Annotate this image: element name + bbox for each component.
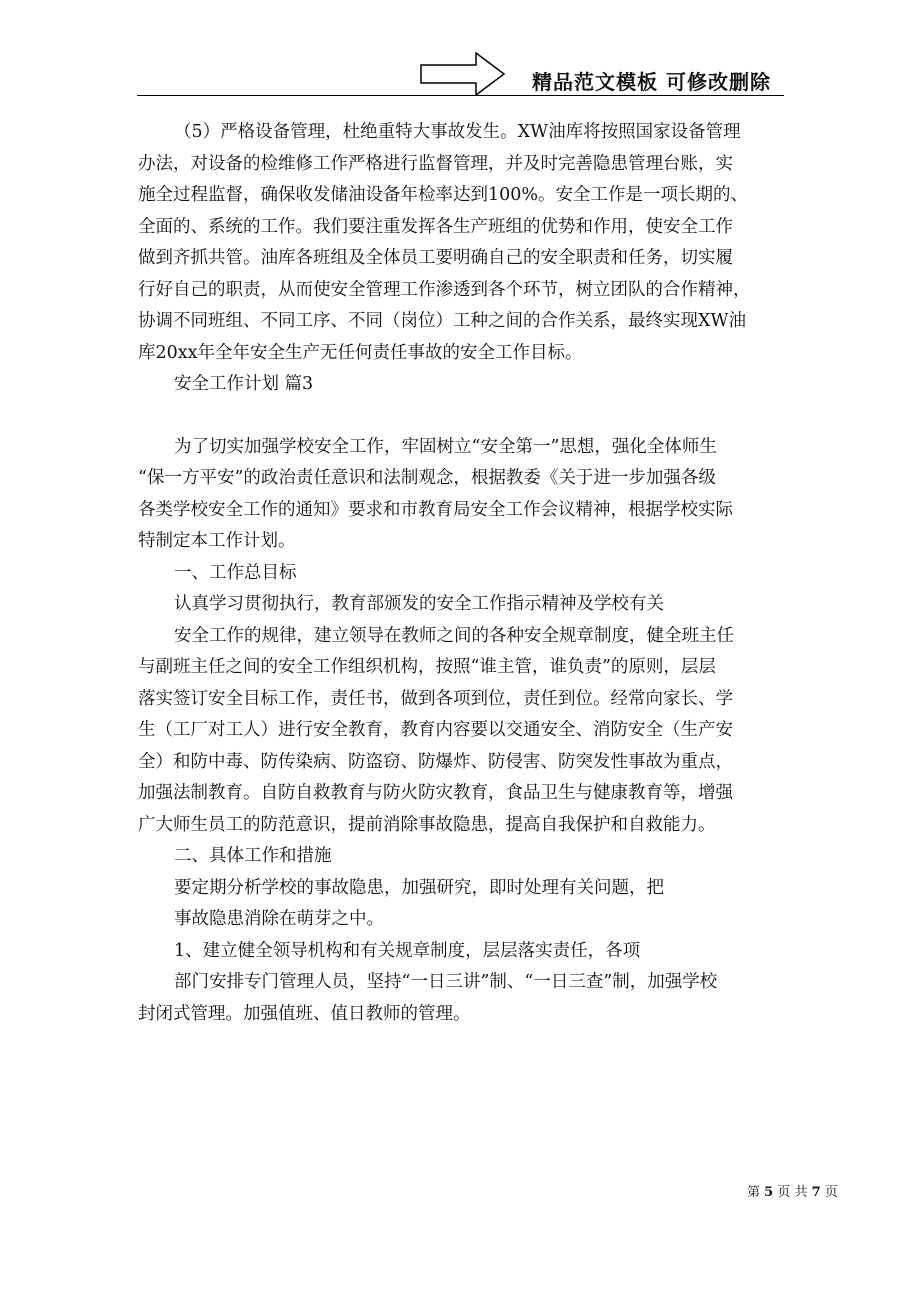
paragraph-line: 协调不同班组、不同工序、不同（岗位）工种之间的合作关系，最终实现XW油 [138,311,746,331]
blank-line [138,401,788,432]
current-page: 5 [764,1185,774,1200]
page-number-prefix: 第 [747,1185,761,1200]
paragraph-line: 部门安排专门管理人员，坚持“一日三讲”制、“一日三查”制，加强学校 [174,972,718,992]
page-number-suffix: 页 [824,1185,838,1200]
paragraph-line: 各类学校安全工作的通知》要求和市教育局安全工作会议精神，根据学校实际 [138,499,733,520]
paragraph-line: 1、建立健全领导机构和有关规章制度，层层落实责任，各项 [174,940,641,961]
paragraph-line: 广大师生员工的防范意识，提前消除事故隐患，提高自我保护和自救能力。 [138,814,716,835]
paragraph-line: 特制定本工作计划。 [138,531,296,551]
section-heading: 二、具体工作和措施 [174,846,332,866]
page-number-middle: 页 共 [777,1185,808,1200]
header-title: 精品范文模板 可修改删除 [532,70,771,94]
paragraph-line: 全面的、系统的工作。我们要注重发挥各生产班组的优势和作用，使安全工作 [138,216,733,237]
paragraph-line: 要定期分析学校的事故隐患，加强研究，即时处理有关问题，把 [174,877,664,898]
paragraph-line: “保一方平安”的政治责任意识和法制观念，根据教委《关于进一步加强各级 [138,468,716,488]
paragraph-line: 为了切实加强学校安全工作，牢固树立“安全第一”思想，强化全体师生 [174,436,717,457]
header-divider [137,95,784,96]
document-body [138,117,788,1030]
right-arrow-icon [420,52,506,96]
paragraph-line: 安全工作的规律，建立领导在教师之间的各种安全规章制度，健全班主任 [174,625,734,646]
total-pages: 7 [811,1185,821,1200]
paragraph-line: 生（工厂对工人）进行安全教育，教育内容要以交通安全、消防安全（生产安 [138,720,733,740]
paragraph-line: 办法，对设备的检维修工作严格进行监督管理，并及时完善隐患管理台账，实 [138,153,733,174]
paragraph-line: 加强法制教育。自防自救教育与防火防灾教育，食品卫生与健康教育等，增强 [138,783,733,803]
paragraph-line: 行好自己的职责，从而使安全管理工作渗透到各个环节，树立团队的合作精神， [138,279,751,300]
paragraph-line: （5）严格设备管理，杜绝重特大事故发生。XW油库将按照国家设备管理 [174,122,741,142]
paragraph-line: 做到齐抓共管。油库各班组及全体员工要明确自己的安全职责和任务，切实履 [138,248,733,268]
page-number [747,1181,838,1200]
page-header [0,0,920,100]
paragraph-line: 事故隐患消除在萌芽之中。 [174,909,384,929]
paragraph-line: 与副班主任之间的安全工作组织机构，按照“谁主管，谁负责”的原则，层层 [138,657,716,677]
paragraph-line: 落实签订安全目标工作，责任书，做到各项到位，责任到位。经常向家长、学 [138,688,733,709]
section-heading: 一、工作总目标 [174,562,297,583]
paragraph-line: 库20xx年全年安全生产无任何责任事故的安全工作目标。 [138,342,583,363]
paragraph-line: 认真学习贯彻执行，教育部颁发的安全工作指示精神及学校有关 [174,594,664,614]
section-heading: 安全工作计划 篇3 [174,374,314,394]
paragraph-line: 全）和防中毒、防传染病、防盗窃、防爆炸、防侵害、防突发性事故为重点， [138,751,733,772]
paragraph-line: 封闭式管理。加强值班、值日教师的管理。 [138,1003,471,1024]
paragraph-line: 施全过程监督，确保收发储油设备年检率达到100%。安全工作是一项长期的、 [138,185,749,205]
